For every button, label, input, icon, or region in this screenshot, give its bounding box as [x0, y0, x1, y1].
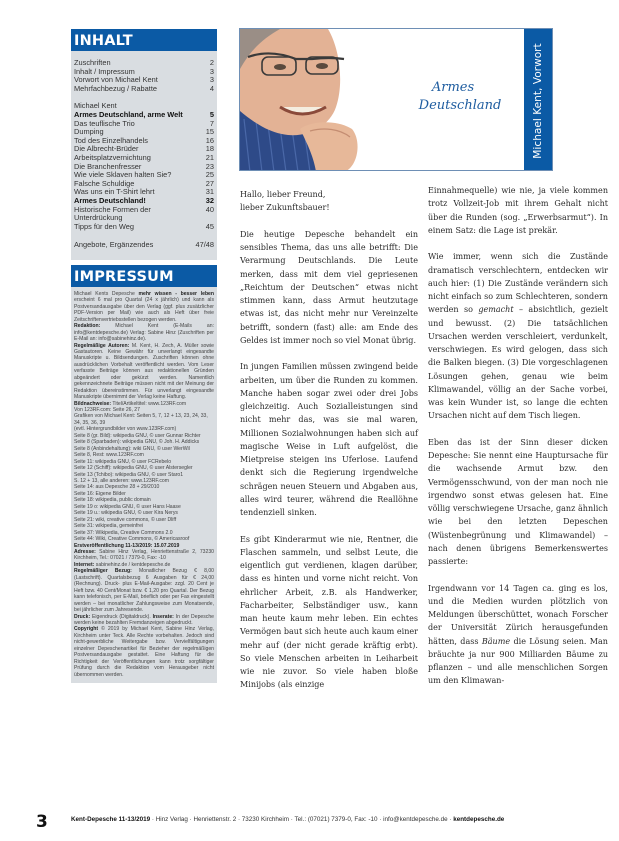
toc-item-label: Angebote, Ergänzendes — [74, 240, 154, 250]
toc-item-page: 23 — [205, 161, 214, 171]
article-paragraph: Einnahmequelle) wie nie, ja viele kommen trotz Vollzeit-Job mit ihrem Gehalt nicht über die Runden (sog. „Erwerbsarmut“). In einem Satz: die Lage ist prekär. — [428, 186, 608, 235]
toc-item-page: 40 — [205, 204, 214, 214]
article-paragraph: Die heutige Depesche behandelt ein sensibles Thema, das uns alle betrifft: Die Verarmung Deutschlands. Die Leute merken, dass mit dem viel gepriesenen „Reichtum der Deutschen“ etwas nicht stimmen kann, dass Armut heutzutage etwas ist, das nicht mehr nur Vereinzelte betrifft, sondern (fast) alle: am Ende des Geldes ist immer noch so viel Monat übrig. — [240, 229, 418, 345]
script-title-line2: Deutschland — [418, 98, 502, 113]
imp-autoren-label: Regelmäßige Autoren: — [74, 342, 130, 349]
paragraph-text: Irgendwann vor 14 Tagen ca. ging es los, und die Medien wurden plötzlich von Meldungen überschüttet, wonach Forscher der Universität Zürich herausgefunden hätten, dass — [428, 583, 608, 646]
toc-item-page: 21 — [205, 152, 214, 162]
author-portrait-illustration — [240, 29, 362, 171]
author-section-label: Michael Kent, Vorwort — [532, 42, 544, 159]
toc-item-page: 25 — [205, 170, 214, 180]
imp-bild-line: Seite 37: Wikipedia, Creative Commons 2.0 — [74, 529, 173, 536]
toc-item-label: Armes Deutschland, arme Welt — [74, 109, 183, 119]
toc-item-label: Die Branchenfresser — [74, 161, 142, 171]
imp-intro: Michael Kents Depesche — [74, 290, 139, 297]
imp-bild-line: (evtl. Hintergrundbilder von www.123RF.com) — [74, 426, 177, 433]
paragraph-text: die Lösung seien. Man bräuchte ja nur 900 Milliarden Bäume zu pflanzen – und alle menschlichen Sorgen um den Klimawan- — [428, 636, 608, 686]
toc-item-label: Historische Formen der Unterdrückung — [74, 204, 151, 223]
imp-internet-text: sabinehinz.de / kentdepesche.de — [94, 561, 171, 568]
footer-details: · Hinz Verlag · Henriettenstr. 2 · 73230 Kirchheim · Tel.: (07021) 7379-0, Fax: -10 · info@kentdepesche.de · — [150, 816, 454, 823]
article-paragraph: Eben das ist der Sinn dieser dicken Depesche: Sie nennt eine Hauptursache für die wachsende Armut bzw. den Vermögensschwund, von der man noch nie irgendwo sonst etwas gelesen hat. Eine völlig verschwiegene Ursache, ganz ähnlich wie bei den letzten Depeschen (Wüstenbegrünung und Klimawandel) – nach denen übrigens Bemerkenswertes passierte: — [428, 437, 608, 566]
imp-intro-rest: erscheint 6 mal pro Quartal (24 x jährlich) und kann als Postversandausgabe über den Verlag (ggf. plus zusätzlicher PDF-Version per Mail) wie auch als Heft über freie Zeitschriftenvertriebsstellen bezogen werden. — [74, 297, 214, 323]
imp-bild-line: S. 12 + 13, alle anderen: www.123RF.com — [74, 478, 169, 485]
toc-item-page: 3 — [209, 66, 214, 76]
imp-inserate-label: Inserate: — [152, 613, 174, 620]
imp-bild-line: Seite 19 u.: wikipedia GNU, © user Kira Nerys — [74, 510, 178, 517]
article-column-1 — [240, 188, 418, 705]
imp-inserate-text: In der Depesche werden keine bezahlten Fremdanzeigen abgedruckt. — [74, 613, 214, 626]
header-banner — [239, 28, 553, 171]
toc-item[interactable] — [74, 223, 214, 232]
toc-item[interactable] — [74, 85, 214, 94]
toc-item[interactable] — [74, 206, 214, 223]
imp-bild-line: Seite 16: Eigene Bilder — [74, 490, 126, 497]
imp-adresse-text: Sabine Hinz Verlag, Henriettenstraße 2, 73230 Kirchheim, Tel.: 07021 / 7379-0, Fax: -10 — [74, 549, 214, 562]
imp-bild-line: Seite 11: wikipedia GNU, © user FCRebelo — [74, 458, 172, 465]
imp-bezug-text: Monatlicher Bezug € 8,00 (Lastschrift). Quartalsbezug 6 Ausgaben für € 24,00 (Rechnung). Druck- plus E-Mail-Ausgabe: zzgl. 20 Cent je Heft bzw. 40 Cent/Monat bzw. € 1,20 pro Quartal. Der Bezug kann telefonisch, per E-Mail, brieflich oder per Fax eingestellt werden – bei monatlicher Zahlungsweise zum Monatsende, bei jährlicher zum Jahresende. — [74, 568, 214, 614]
toc-item-page: 16 — [205, 135, 214, 145]
imp-bild-line: Seite 8 (Sparbaden): wikipedia GNU, © Joh. H. Addicks — [74, 439, 200, 446]
imp-bild-line: Seite 12 (Schiff): wikipedia GNU, © user Alstersegler — [74, 465, 193, 472]
impressum-title: IMPRESSUM — [71, 265, 217, 287]
toc-item-page: 5 — [209, 109, 214, 119]
imp-redaktion-label: Redaktion: — [74, 323, 101, 330]
toc-item[interactable] — [74, 241, 214, 250]
article-paragraph — [428, 582, 608, 688]
imp-copyright-text: © 2019 by Michael Kent, Sabine Hinz Verlag, Kirchheim unter Teck. Alle Rechte vorbehalten. Jedoch sind nicht-gewerbliche Weitergabe bzw. Vervielfältigungen einzelner Depeschenartikel für Bezieher der regelmäßigen Postversandausgabe gestattet. Eine Haftung für die Richtigkeit der Veröffentlichungen kann trotz sorgfältiger Prüfung durch die Redaktion vom Herausgeber nicht übernommen werden. — [74, 626, 214, 678]
emphasis-text: Bäume — [481, 636, 511, 646]
imp-bild-line: Seite 14: aus Depesche 28 + 29/2010 — [74, 484, 160, 491]
imp-internet-label: Internet: — [74, 561, 95, 568]
impressum-text — [71, 287, 217, 683]
author-photo — [240, 29, 362, 171]
toc-item-page: 45 — [205, 221, 214, 231]
imp-bild-line: Seite 13 (Tchibo): wikipedia GNU, © user Staro1 — [74, 471, 184, 478]
toc-item-label: Wie viele Sklaven halten Sie? — [74, 170, 172, 180]
imp-bild-line: Seite 8, Rest: www.123RF.com — [74, 452, 144, 459]
imp-bild-line: Titel/Artikeltitel: www.123RF.com — [111, 400, 187, 407]
toc-item-label: Die Albrecht-Brüder — [74, 144, 139, 154]
toc-item-page: 27 — [205, 178, 214, 188]
article-paragraph: Es gibt Kinderarmut wie nie, Rentner, die Flaschen sammeln, und selbst Leute, die eigentlich gut verdienen, klagen darüber, dass es hinten und vorne nicht reicht. Von ehrlicher Arbeit, z.B. als Handwerker, Facharbeiter, Selbständiger usw., kann man heute kaum mehr leben. Ein echtes Vermögen baut sich heute auch kaum einer mehr auf (der nicht gerade kräftig erbt). So viele Menschen arbeiten in Leiharbeit wie nie zuvor. So viele haben bloße Minijobs (als einzige — [240, 534, 418, 690]
toc-item-label: Zuschriften — [74, 58, 111, 67]
toc-item-label: Vorwort von Michael Kent — [74, 75, 158, 85]
page-footer — [71, 816, 504, 823]
toc-item-label: Mehrfachbezug / Rabatte — [74, 83, 157, 93]
imp-redaktion-text: Michael Kent (E-Mails an: info@kentdepesche.de) Verlag: Sabine Hinz (Zuschriften per E-Mail an: info@sabinehinz.de). — [74, 323, 214, 343]
imp-copyright-label: Copyright — [74, 626, 99, 633]
imp-druck-text: Eigendruck (Digitaldruck). — [90, 613, 153, 620]
imp-adresse-label: Adresse: — [74, 549, 96, 555]
imp-bild-line: Seite 8 (Anbindehaltung): wiki GNU, © user WerWil — [74, 445, 190, 452]
toc-title: INHALT — [71, 29, 217, 51]
toc-item-label: Tod des Einzelhandels — [74, 135, 148, 145]
toc-item-page: 2 — [209, 58, 214, 67]
footer-publication: Kent-Depesche 11-13/2019 — [71, 816, 151, 823]
toc-item-label: Das teuflische Trio — [74, 118, 135, 128]
toc-item-label: Was uns ein T-Shirt lehrt — [74, 187, 155, 197]
article-column-2 — [428, 184, 608, 701]
toc-item-label: Inhalt / Impressum — [74, 66, 135, 76]
toc-item-label: Arbeitsplatzvernichtung — [74, 152, 151, 162]
imp-autoren-text: M. Kent, H. Zech, A. Müller sowie Gastautoren. Keine Gewähr für unverlangt eingesandte Manuskripte u. Bildsendungen. Zuschriften können ohne ausdrücklichen Vorbehalt veröffentlicht werden. Vom Leser verfasste Beiträge können aus redaktionellen Gründen abgeändert oder gekürzt werden. Namentlich gekennzeichnete Beiträge müssen nicht mit der Meinung der Redaktion übereinstimmen. Für unverlangt eingesandte Manuskripte übernimmt der Verlag keine Haftung. — [74, 342, 214, 401]
imp-erstveroeffentlichung: Erstveröffentlichung 11-13/2019: 15.07.2019 — [74, 542, 180, 549]
emphasis-text: gemacht — [478, 305, 514, 315]
toc-item-page: 15 — [205, 127, 214, 137]
imp-intro-bold: mehr wissen - besser leben — [138, 290, 215, 297]
toc-item-page: 4 — [209, 83, 214, 93]
script-title — [390, 79, 530, 115]
article-paragraph: In jungen Familien müssen zwingend beide arbeiten, um über die Runden zu kommen. Manche haben sogar zwei oder drei Jobs gleichzeitig. Auch Sozialleistungen sind nicht mehr das, was sie mal waren, Millionen Sozialwohnungen haben sich auf magische Weise in Luft aufgelöst, die Mietpreise steigen ins Uferlose. Laufend denkt sich die Regierung irgendwelche schrägen neuen Steuern und Abgaben aus, alles wird teurer, während die Reallöhne tendenziell sinken. — [240, 362, 418, 517]
toc-item-page: 47/48 — [195, 240, 214, 250]
table-of-contents — [71, 51, 217, 260]
toc-item-label: Tipps für den Weg — [74, 221, 134, 231]
toc-item-page: 31 — [205, 187, 214, 197]
imp-bild-line: Seite 19 o: wikipedia GNU, © user Hans Haase — [74, 503, 181, 510]
sidebar — [71, 29, 217, 683]
imp-bild-line: Seite 18: wikipedia, public domain — [74, 497, 151, 504]
imp-bild-line: Von 123RF.com: Seite 26, 27 — [74, 407, 140, 414]
imp-bild-line: Seite 8 (gr. Bild): wikipedia GNU, © user Gunnar Richter — [74, 432, 201, 439]
toc-item-page: 7 — [209, 118, 214, 128]
toc-author-label: Michael Kent — [74, 101, 117, 111]
toc-item-label: Falsche Schuldige — [74, 178, 135, 188]
imp-bezug-label: Regelmäßiger Bezug: — [74, 568, 132, 575]
footer-website[interactable]: kentdepesche.de — [453, 816, 505, 823]
toc-item-label: Armes Deutschland! — [74, 195, 146, 205]
imp-bild-line: Seite 31: wikipedia, gemeinfrei — [74, 523, 144, 530]
imp-bild-line: Grafiken von Michael Kent: Seiten 5, 7, 12 + 13, 23, 24, 33, 34, 35, 36, 39 — [74, 413, 208, 426]
author-section-strip — [524, 29, 552, 171]
script-title-line1: Armes — [431, 80, 475, 95]
toc-item-page: 18 — [205, 144, 214, 154]
imp-bild-label: Bildnachweise: — [74, 400, 112, 407]
imp-bild-line: Seite 21: wiki, creative commons, © user Dliff — [74, 516, 177, 523]
greeting: Hallo, lieber Freund, lieber Zukunftsbauer! — [240, 190, 330, 213]
paragraph-text: Wie immer, wenn sich die Zustände dramatisch verschlechtern, entdecken wir auch hier: (1) Die Zustände verändern sich nicht einfach so zum Schlechteren, sondern werden so — [428, 252, 608, 315]
toc-item-page: 32 — [205, 195, 214, 205]
imp-druck-label: Druck: — [74, 613, 91, 620]
article-paragraph — [428, 250, 608, 422]
toc-item-page: 3 — [209, 75, 214, 85]
paragraph-text: – absichtlich, gezielt und bewusst. (2) Die tatsächlichen Ursachen werden verschleiert, verdunkelt, verschwiegen. Es wird gelogen, dass sich die Balken biegen. (3) Die vorgeschlagenen Lösungen gehen, genau wie beim Klimawandel, völlig an der Sache vorbei, was kein Wunder ist, so lange die echten Ursachen nicht auf dem Tisch liegen. — [428, 305, 609, 421]
toc-item-label: Dumping — [74, 127, 104, 137]
page-number: 3 — [36, 812, 48, 832]
imp-bild-line: Seite 44: Wiki, Creative Commons, © Americasroof — [74, 536, 190, 543]
